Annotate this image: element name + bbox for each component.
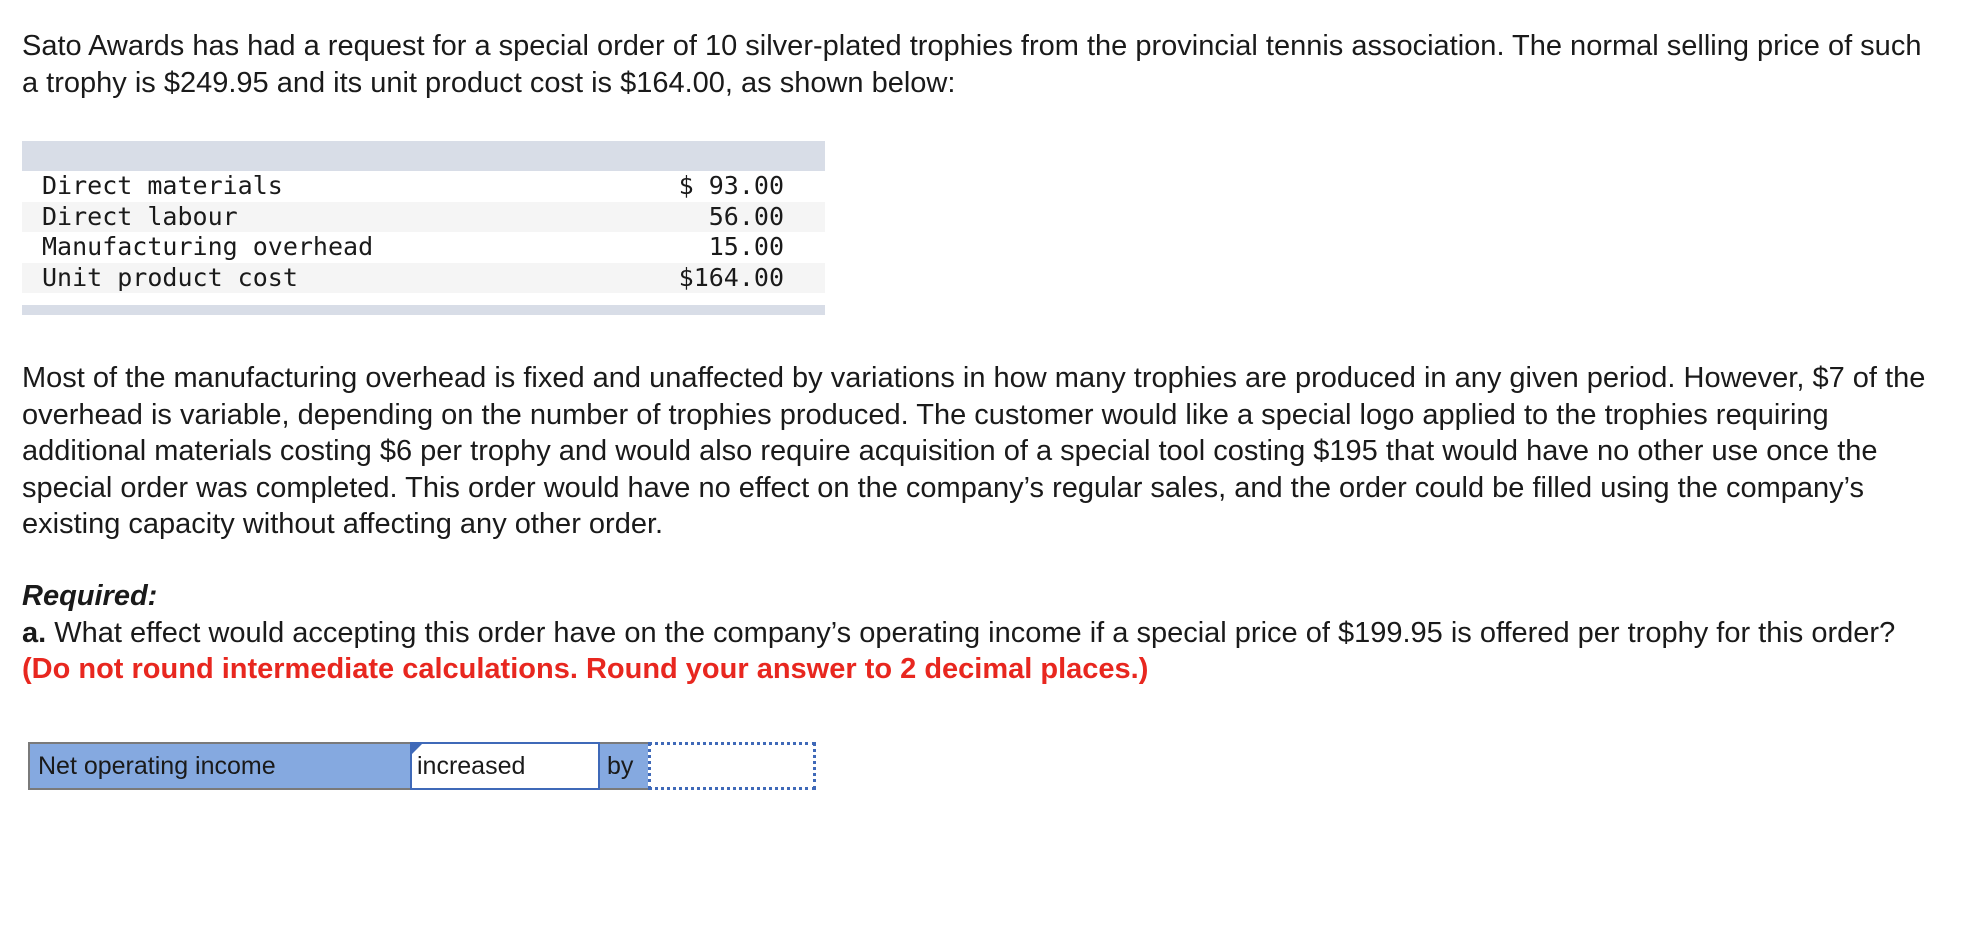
required-heading: Required: — [22, 580, 158, 612]
cost-label: Direct labour — [42, 201, 238, 231]
cost-row-direct-labour — [22, 202, 825, 233]
intro-paragraph: Sato Awards has had a request for a special order of 10 silver-plated trophies from the provincial tennis association. The normal selling price of such a trophy is $249.95 and its unit product cost is $164.00, as shown below: — [22, 30, 1922, 99]
cost-value: $ 93.00 — [678, 171, 784, 200]
cost-value: 56.00 — [708, 201, 784, 231]
rounding-instruction: (Do not round intermediate calculations. Round your answer to 2 decimal places.) — [22, 653, 1149, 685]
cost-label: Manufacturing overhead — [42, 232, 374, 261]
answer-label: Net operating income — [28, 742, 410, 790]
cost-row-direct-materials — [22, 171, 825, 202]
cost-value: 15.00 — [708, 232, 784, 261]
required-section — [22, 578, 1942, 688]
body-paragraph: Most of the manufacturing overhead is fixed and unaffected by variations in how many trophies are produced in any given period. However, $7 of the overhead is variable, depending on the number of trophies produced. The customer would like a special logo applied to the trophies requiring additional materials costing $6 per trophy and would also require acquisition of a special tool costing $195 that would have no other use once the special order was completed. This order would have no effect on the company’s regular sales, and the order could be filled using the company’s existing capacity without affecting any other order. — [22, 362, 1926, 540]
cost-table — [22, 141, 825, 315]
cost-label: Direct materials — [42, 171, 283, 200]
cost-table-header-band — [22, 141, 825, 171]
cost-row-manufacturing-overhead — [22, 232, 825, 263]
cost-row-unit-product-cost — [22, 263, 825, 294]
amount-input[interactable] — [648, 742, 816, 790]
cost-value: $164.00 — [678, 262, 784, 292]
effect-dropdown-value: increased — [417, 751, 526, 780]
question-text: What effect would accepting this order have on the company’s operating income if a special price of $199.95 is offered per trophy for this order? — [46, 616, 1896, 649]
answer-row — [28, 742, 816, 790]
effect-dropdown[interactable] — [410, 742, 600, 790]
cost-label: Unit product cost — [42, 262, 298, 292]
cost-table-footer-band — [22, 305, 825, 315]
dropdown-corner-marker — [412, 744, 422, 754]
part-letter: a. — [22, 616, 47, 649]
by-label: by — [600, 742, 648, 790]
